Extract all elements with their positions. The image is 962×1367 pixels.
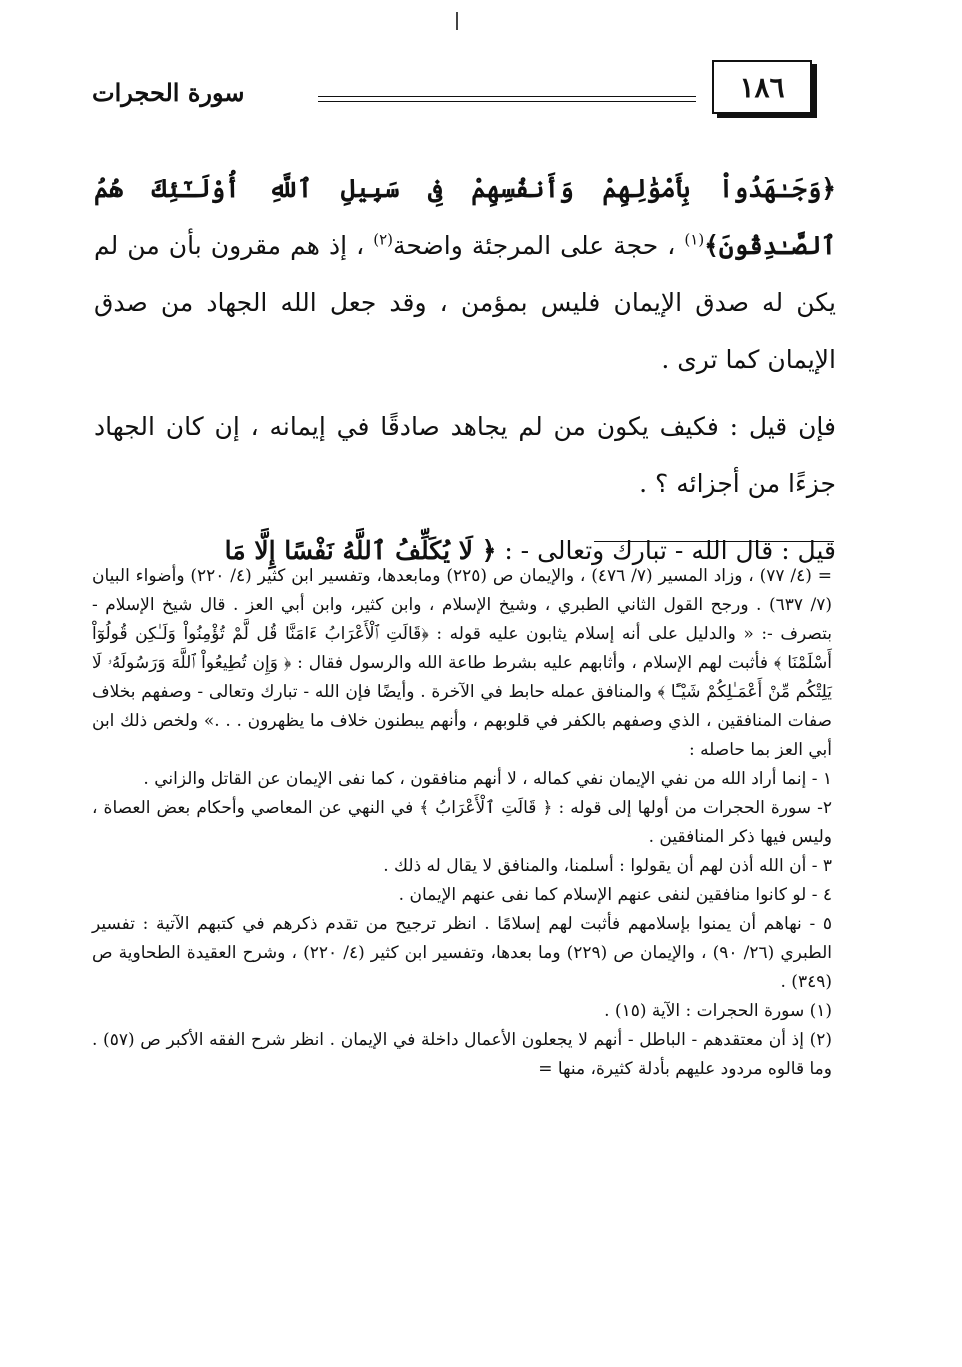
- paragraph-text: قيل : قال الله - تبارك وتعالى - :: [504, 536, 836, 565]
- footnote-ref-1: (١): [684, 230, 705, 249]
- footnote-line: (١) سورة الحجرات : الآية (١٥) .: [604, 1001, 832, 1021]
- footnote-ref-2: (٢): [373, 230, 394, 249]
- footnote-line: ٢- سورة الحجرات من أولها إلى قوله : ﴿ قَالَتِ ٱلْأَعْرَابُ ﴾ في النهي عن المعاصي وأحكام بعض العصاة ، وليس فيها ذكر المنافقين .: [92, 798, 832, 847]
- quran-verse: ﴿ لَا يُكَلِّفُ ٱللَّهُ نَفْسًا إِلَّا مَا: [224, 536, 497, 565]
- footnotes: [92, 562, 832, 1084]
- paragraph-2: فإن قيل : فكيف يكون من لم يجاهد صادقًا في إيمانه ، إن كان الجهاد جزءًا من أجزائه ؟ .: [94, 412, 836, 498]
- surah-title: سورة الحجرات: [92, 78, 245, 107]
- footnote-line: (٢) إذ أن معتقدهم - الباطل - أنهم لا يجعلون الأعمال داخلة في الإيمان . انظر شرح الفقه الأكبر ص (٥٧) . وما قالوه مردود عليهم بأدلة كثيرة، منها =: [92, 1030, 832, 1079]
- page-number-box: [712, 60, 812, 114]
- footnote-separator: [594, 541, 834, 542]
- footnote-line: ٥ - نهاهم أن يمنوا بإسلامهم فأثبت لهم إسلامًا . انظر ترجيح من تقدم ذكرهم في كتبهم الآتية : تفسير الطبري (٢٦/ ٩٠) ، والإيمان ص (٢٢٩) وما بعدها، وتفسير ابن كثير (٤/ ٢٢٠) ، وشرح العقيدة الطحاوية ص (٣٤٩) .: [92, 914, 832, 992]
- footnote-line: ٣ - أن الله أذن لهم أن يقولوا : أسلمنا، والمنافق لا يقال له ذلك .: [383, 856, 832, 876]
- page-header: [0, 52, 962, 122]
- main-text: [94, 160, 836, 589]
- paragraph-1: [94, 160, 836, 388]
- footnote-line: = (٤/ ٧٧) ، وزاد المسير (٧/ ٤٧٦) ، والإيمان ص (٢٢٥) ومابعدها، وتفسير ابن كثير (٤/ ٢٢٠) وأضواء البيان (٧/ ٦٣٧) . ورجح القول الثاني الطبري ، وشيخ الإسلام ، وابن كثير، وابن أبي العز . قال شيخ الإسلام - بتصرف -: « والدليل على أنه إسلام يثابون عليه قوله : ﴿قَالَتِ ٱلْأَعْرَابُ ءَامَنَّا قُل لَّمْ تُؤْمِنُواْ وَلَـٰكِن قُولُوٓاْ أَسْلَمْنَا ﴾ فأثبت لهم الإسلام ، وأثابهم عليه بشرط طاعة الله والرسول فقال : ﴿ وَإِن تُطِيعُواْ ٱللَّهَ وَرَسُولَهُۥ لَا يَلِتْكُم مِّنْ أَعْمَـٰلِكُمْ شَيْـًٔا ﴾ والمنافق عمله حابط في الآخرة . وأيضًا فإن الله - تبارك وتعالى - وصفهم بخلاف صفات المنافقين ، الذي وصفهم بالكفر في قلوبهم ، وأنهم يبطنون خلاف ما يظهرون . . .» ولخص ذلك ابن أبي العز بما حاصله :: [92, 566, 832, 760]
- footnote-line: ٤ - لو كانوا منافقين لنفى عنهم الإسلام كما نفى عنهم الإيمان .: [398, 885, 832, 905]
- quran-verse: ﴿وَجَـٰهَدُواْ بِأَمْوَٰلِهِمْ وَأَنفُسِهِمْ فِى سَبِيلِ ٱللَّهِ أُوْلَـٰٓئِكَ هُمُ ٱلصَّـٰدِقُونَ﴾: [94, 174, 837, 260]
- paragraph-text: ، إذ هم مقرون بأن من لم يكن له صدق الإيمان فليس بمؤمن ، وقد جعل الله الجهاد من صدق الإيمان كما ترى .: [94, 231, 836, 374]
- header-rule: [318, 96, 696, 102]
- footnote-line: ١ - إنما أراد الله من نفي الإيمان نفي كماله ، لا أنهم منافقون ، كما نفى الإيمان عن القاتل والزاني .: [143, 769, 832, 789]
- paragraph-text: ، حجة على المرجئة واضحة: [393, 231, 676, 260]
- page-number: ١٨٦: [739, 70, 785, 104]
- scan-mark: [456, 12, 458, 30]
